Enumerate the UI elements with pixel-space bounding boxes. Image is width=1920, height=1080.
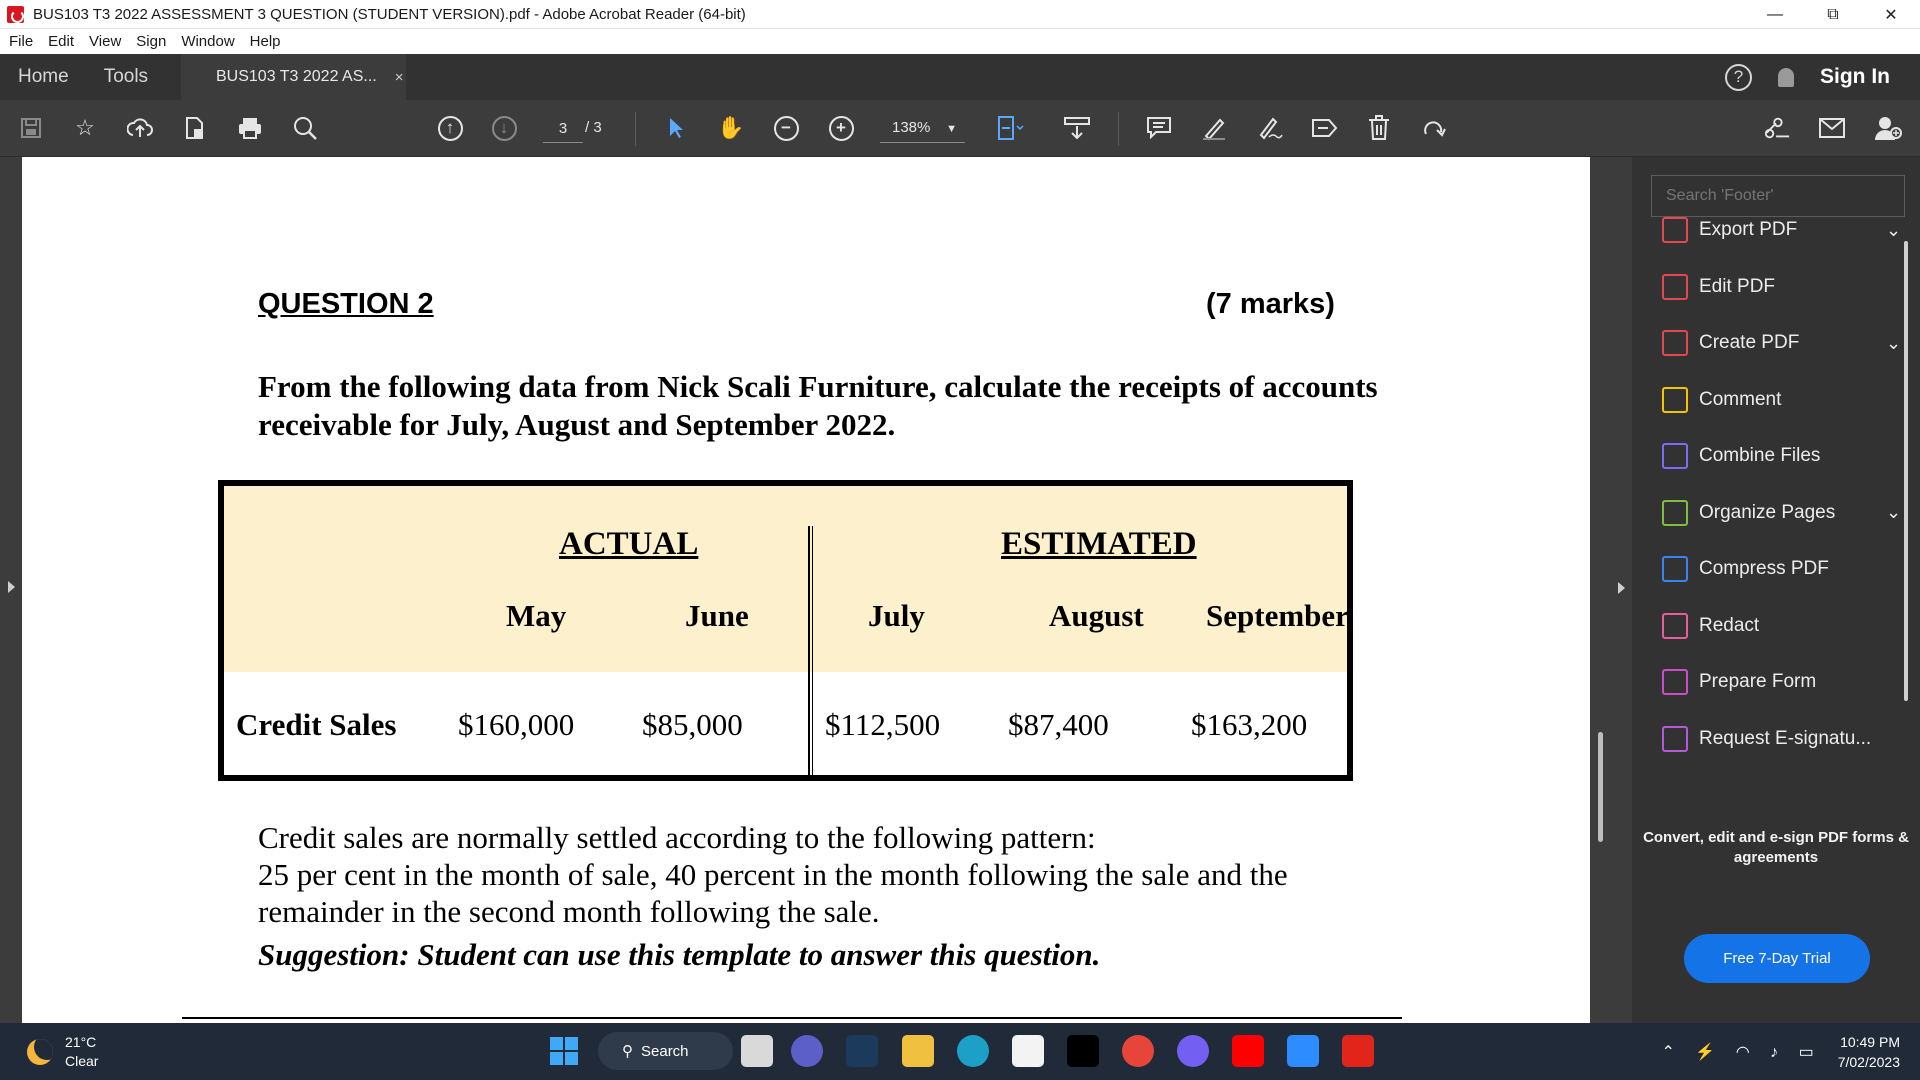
youtube-icon[interactable]: [1232, 1035, 1264, 1067]
tool-item[interactable]: [1662, 328, 1902, 358]
chevron-down-icon[interactable]: ⌄: [1886, 502, 1902, 522]
tool-label: Edit PDF: [1699, 275, 1776, 297]
tools-pane: [1632, 157, 1920, 1023]
close-tab-icon[interactable]: ×: [394, 68, 404, 86]
tool-icon: [1662, 726, 1688, 752]
cloud-upload-icon[interactable]: [126, 114, 154, 142]
scrollbar-thumb[interactable]: [1598, 732, 1603, 842]
page-footer-rule: [182, 1017, 1402, 1019]
document-tab-label: BUS103 T3 2022 AS...: [216, 68, 377, 85]
sign-in-button[interactable]: Sign In: [1820, 65, 1890, 88]
table-cell: $85,000: [642, 707, 743, 742]
scroll-mode-icon[interactable]: [1063, 114, 1091, 142]
tool-item[interactable]: [1662, 272, 1775, 302]
left-panel-toggle[interactable]: [0, 157, 22, 1023]
tool-item[interactable]: [1662, 611, 1759, 641]
restore-button[interactable]: ⧉: [1827, 5, 1839, 23]
weather-widget[interactable]: [27, 1033, 98, 1071]
document-lock-icon[interactable]: [181, 114, 209, 142]
month-header: May: [506, 598, 567, 633]
tool-item[interactable]: [1662, 724, 1871, 754]
tool-label: Compress PDF: [1699, 558, 1829, 579]
highlight-pen-icon[interactable]: [1200, 114, 1228, 142]
tool-icon: [1662, 274, 1688, 300]
tab-home[interactable]: Home: [18, 66, 69, 87]
system-tray: [1662, 1023, 1900, 1080]
tool-icon: [1662, 500, 1688, 526]
taskbar-search[interactable]: [598, 1032, 733, 1070]
vertical-scrollbar[interactable]: [1590, 157, 1632, 1023]
menu-help[interactable]: Help: [249, 33, 281, 50]
menu-edit[interactable]: Edit: [48, 33, 75, 50]
row-label: Credit Sales: [236, 707, 397, 742]
tool-icon: [1662, 443, 1688, 469]
tool-icon: [1662, 330, 1688, 356]
window-controls: [1746, 0, 1920, 29]
tool-label: Combine Files: [1699, 445, 1821, 466]
month-header: August: [1049, 598, 1144, 633]
tool-item[interactable]: [1662, 215, 1902, 245]
tool-item[interactable]: [1662, 554, 1829, 584]
note-line: 25 per cent in the month of sale, 40 percent in the month following the sale and the remainder in the second month following the sale.: [258, 857, 1288, 929]
menu-view[interactable]: View: [89, 33, 122, 50]
comment-icon[interactable]: [1145, 114, 1173, 142]
netflix-icon[interactable]: [1067, 1035, 1099, 1067]
tool-item[interactable]: [1662, 498, 1902, 528]
acrobat-icon: [7, 6, 24, 23]
clock[interactable]: [1838, 1032, 1900, 1072]
tool-item[interactable]: [1662, 385, 1781, 415]
month-header: July: [868, 598, 925, 633]
table-divider: [812, 526, 813, 775]
email-icon[interactable]: [1818, 114, 1846, 142]
chevron-down-icon: ▼: [946, 123, 957, 135]
add-user-icon[interactable]: [1874, 114, 1902, 142]
zoom-app-icon[interactable]: [1287, 1035, 1319, 1067]
page-number-input[interactable]: [543, 115, 583, 143]
zoom-dropdown[interactable]: [880, 115, 965, 143]
save-icon[interactable]: [17, 114, 45, 142]
tool-icon: [1662, 217, 1688, 243]
group-header-estimated: ESTIMATED: [1001, 526, 1197, 562]
menu-bar: [0, 29, 1920, 54]
tool-icon: [1662, 669, 1688, 695]
microsoft-store-icon[interactable]: [1012, 1035, 1044, 1067]
tools-pane-scrollbar[interactable]: [1904, 241, 1908, 701]
tool-icon: [1662, 387, 1688, 413]
toolbar-divider: [1118, 112, 1119, 146]
page-fit-icon[interactable]: [996, 114, 1024, 142]
collapse-right-panel-icon[interactable]: [1618, 582, 1625, 594]
file-explorer-icon[interactable]: [902, 1035, 934, 1067]
rotate-icon[interactable]: [1420, 114, 1448, 142]
find-text-icon[interactable]: [291, 114, 319, 142]
share-link-icon[interactable]: [1763, 114, 1791, 142]
zoom-in-icon[interactable]: +: [827, 114, 855, 142]
delete-icon[interactable]: [1365, 114, 1393, 142]
table-header-background: [224, 486, 1347, 672]
close-window-button[interactable]: ✕: [1884, 6, 1898, 24]
table-cell: $112,500: [825, 707, 941, 742]
chevron-down-icon[interactable]: ⌄: [1886, 332, 1902, 353]
weather-condition: Clear: [65, 1053, 99, 1069]
tool-label: Create PDF: [1699, 332, 1800, 353]
windows-taskbar: [0, 1023, 1920, 1080]
windows-start-icon[interactable]: [550, 1037, 578, 1065]
acrobat-taskbar-icon[interactable]: [1342, 1035, 1374, 1067]
credit-sales-table: [218, 480, 1353, 781]
clock-date: 7/02/2023: [1837, 1053, 1900, 1070]
question-marks: (7 marks): [1206, 288, 1335, 320]
title-bar: [0, 0, 1920, 29]
note-line: Credit sales are normally settled according to the following pattern:: [258, 820, 1096, 855]
suggestion-text: Suggestion: Student can use this template to answer this question.: [258, 937, 1101, 972]
previous-page-icon[interactable]: ↑: [436, 114, 464, 142]
free-trial-button[interactable]: Free 7-Day Trial: [1684, 934, 1870, 983]
menu-sign[interactable]: Sign: [136, 33, 167, 50]
tool-label: Redact: [1699, 614, 1760, 636]
print-icon[interactable]: [236, 114, 264, 142]
tab-bar: [0, 54, 1920, 100]
tool-icon: [1662, 613, 1688, 639]
toolbar-divider: [635, 112, 636, 146]
chrome-icon[interactable]: [1122, 1035, 1154, 1067]
table-divider: [808, 526, 810, 775]
notification-bell-icon[interactable]: [1778, 68, 1794, 87]
tool-item[interactable]: [1662, 667, 1816, 697]
month-header: June: [685, 598, 749, 633]
task-view-icon[interactable]: [741, 1035, 773, 1067]
weather-temperature: 21°C: [65, 1034, 97, 1050]
table-cell: $160,000: [458, 707, 575, 742]
search-icon: ⚲: [622, 1043, 633, 1060]
send-for-review-icon[interactable]: [1310, 114, 1338, 142]
moon-icon: [27, 1039, 53, 1065]
question-prompt: From the following data from Nick Scali Furniture, calculate the receipts of accounts receivable for July, August and September 2022.: [258, 369, 1378, 442]
tool-label: Organize Pages: [1699, 501, 1836, 523]
question-heading: QUESTION 2: [258, 288, 434, 320]
taskbar-search-label: Search: [641, 1042, 689, 1060]
tab-document[interactable]: [181, 54, 406, 100]
tool-item[interactable]: [1662, 441, 1820, 471]
viber-icon[interactable]: [1177, 1035, 1209, 1067]
expand-left-panel-icon[interactable]: [8, 581, 15, 593]
sign-pen-icon[interactable]: [1255, 114, 1283, 142]
page-total: / 3: [585, 119, 602, 136]
tool-label: Export PDF: [1699, 219, 1798, 240]
next-page-icon[interactable]: ↓: [490, 114, 518, 142]
group-header-actual: ACTUAL: [559, 526, 699, 562]
tray-icons[interactable]: ⌃ ⚡ ◠ ♪ ▭: [1661, 1043, 1822, 1061]
zoom-out-icon[interactable]: −: [772, 114, 800, 142]
tool-icon: [1662, 556, 1688, 582]
hand-tool-icon[interactable]: ✋: [717, 115, 745, 140]
select-cursor-icon[interactable]: [662, 114, 690, 142]
minimize-button[interactable]: —: [1767, 5, 1783, 23]
help-icon[interactable]: ?: [1725, 64, 1752, 91]
clock-time: 10:49 PM: [1840, 1033, 1900, 1050]
chevron-down-icon[interactable]: ⌄: [1886, 219, 1902, 240]
tools-search-input[interactable]: [1651, 175, 1905, 217]
edge-browser-icon[interactable]: [957, 1035, 989, 1067]
zoom-value: 138%: [892, 119, 931, 136]
tab-tools[interactable]: Tools: [103, 66, 149, 87]
pdf-page: [22, 157, 1590, 1023]
teams-chat-icon[interactable]: [791, 1035, 823, 1067]
bookmark-star-icon[interactable]: ☆: [75, 115, 95, 140]
month-header: September: [1206, 598, 1349, 633]
tool-label: Request E-signatu...: [1699, 727, 1872, 749]
tool-label: Comment: [1699, 388, 1782, 410]
prime-video-icon[interactable]: [846, 1035, 878, 1067]
window-title: BUS103 T3 2022 ASSESSMENT 3 QUESTION (STUDENT VERSION).pdf - Adobe Acrobat Reader (64-bit): [33, 5, 746, 23]
menu-file[interactable]: File: [9, 33, 34, 50]
table-cell: $87,400: [1008, 707, 1109, 742]
menu-window[interactable]: Window: [181, 33, 235, 50]
settlement-note: [258, 819, 1408, 930]
table-cell: $163,200: [1191, 707, 1308, 742]
promo-text: Convert, edit and e-sign PDF forms & agreements: [1643, 829, 1909, 866]
tool-label: Prepare Form: [1699, 671, 1817, 692]
